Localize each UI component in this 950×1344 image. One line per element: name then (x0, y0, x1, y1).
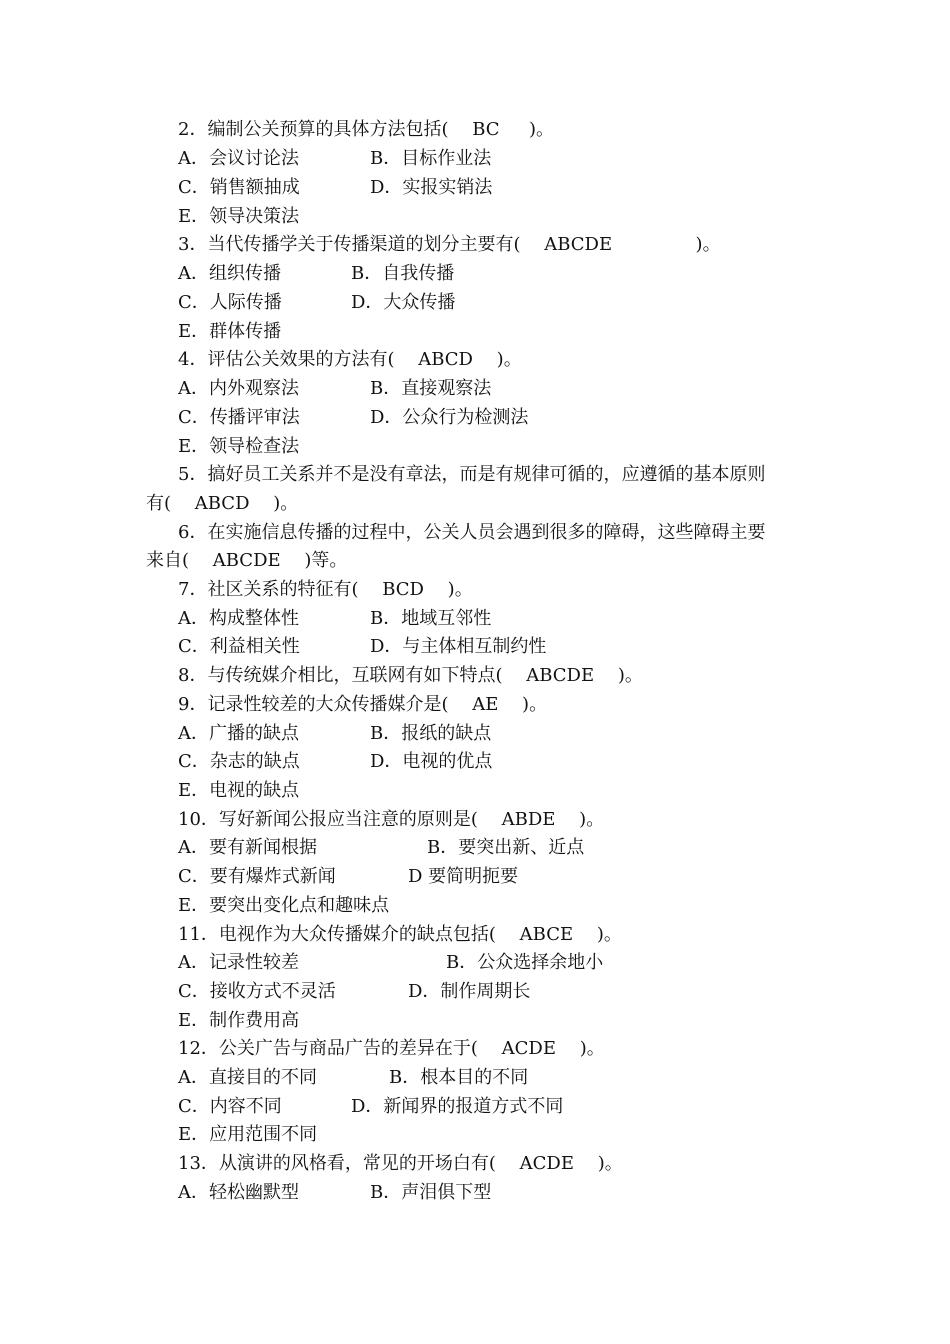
option-b: B．根本目的不同 (389, 1067, 529, 1088)
question-12-option-e: E．应用范围不同 (178, 1124, 318, 1145)
option-d: D．与主体相互制约性 (370, 636, 547, 657)
option-b: B．地域互邻性 (370, 608, 492, 629)
option-b: B．公众选择余地小 (446, 952, 604, 973)
question-7-options-row-2 (178, 633, 547, 661)
question-10-stem: 10．写好新闻公报应当注意的原则是( ABDE )。 (178, 809, 605, 830)
question-9-options-row-2 (178, 748, 493, 776)
question-2-option-e: E．领导决策法 (178, 206, 300, 227)
option-d: D．新闻界的报道方式不同 (351, 1096, 564, 1117)
option-a: A．记录性较差 (178, 952, 299, 973)
question-10-option-e: E．要突出变化点和趣味点 (178, 895, 390, 916)
question-2-stem: 2．编制公关预算的具体方法包括( BC )。 (178, 119, 554, 140)
question-12-stem: 12．公关广告与商品广告的差异在于( ACDE )。 (178, 1038, 605, 1059)
question-7-stem: 7．社区关系的特征有( BCD )。 (178, 579, 473, 600)
option-d: D 要简明扼要 (408, 866, 519, 887)
question-12-options-row-1 (178, 1064, 529, 1092)
question-9-options-row-1 (178, 720, 492, 748)
question-3-options-row-1 (178, 260, 455, 288)
option-c: C．内容不同 (178, 1096, 282, 1117)
question-4-options-row-2 (178, 404, 529, 432)
option-a: A．广播的缺点 (178, 723, 299, 744)
question-8-stem: 8．与传统媒介相比，互联网有如下特点( ABCDE )。 (178, 665, 643, 686)
question-3-options-row-2 (178, 289, 456, 317)
question-9-option-e: E．电视的缺点 (178, 780, 300, 801)
question-4-option-e: E．领导检查法 (178, 436, 300, 457)
question-2-options-row-1 (178, 145, 492, 173)
option-c: C．销售额抽成 (178, 177, 300, 198)
option-b: B．直接观察法 (370, 378, 492, 399)
option-c: C．要有爆炸式新闻 (178, 866, 336, 887)
option-d: D．制作周期长 (408, 981, 531, 1002)
option-b: B．要突出新、近点 (427, 837, 585, 858)
question-6-stem-line-2: 来自( ABCDE )等。 (146, 550, 348, 571)
question-5-stem-line-2: 有( ABCD )。 (146, 493, 299, 514)
option-a: A．轻松幽默型 (178, 1182, 299, 1203)
question-3-stem: 3．当代传播学关于传播渠道的划分主要有( ABCDE )。 (178, 234, 721, 255)
option-a: A．组织传播 (178, 263, 281, 284)
option-c: C．杂志的缺点 (178, 751, 300, 772)
option-d: D．大众传播 (351, 292, 456, 313)
option-a: A．内外观察法 (178, 378, 299, 399)
question-9-stem: 9．记录性较差的大众传播媒介是( AE )。 (178, 694, 548, 715)
question-11-options-row-1 (178, 949, 604, 977)
option-b: B．报纸的缺点 (370, 723, 492, 744)
option-c: C．接收方式不灵活 (178, 981, 336, 1002)
question-10-options-row-1 (178, 834, 585, 862)
option-d: D．公众行为检测法 (370, 407, 529, 428)
question-2-options-row-2 (178, 174, 493, 202)
question-4-stem: 4．评估公关效果的方法有( ABCD )。 (178, 349, 522, 370)
option-c: C．人际传播 (178, 292, 282, 313)
option-a: A．构成整体性 (178, 608, 299, 629)
option-b: B．目标作业法 (370, 148, 492, 169)
option-b: B．自我传播 (351, 263, 455, 284)
question-11-options-row-2 (178, 978, 531, 1006)
question-4-options-row-1 (178, 375, 492, 403)
question-5-stem-line-1: 5．搞好员工关系并不是没有章法，而是有规律可循的，应遵循的基本原则 (178, 464, 766, 485)
question-10-options-row-2 (178, 863, 519, 891)
option-a: A．直接目的不同 (178, 1067, 317, 1088)
question-13-stem: 13．从演讲的风格看，常见的开场白有( ACDE )。 (178, 1153, 623, 1174)
option-a: A．要有新闻根据 (178, 837, 317, 858)
question-6-stem-line-1: 6．在实施信息传播的过程中，公关人员会遇到很多的障碍，这些障碍主要 (178, 522, 766, 543)
question-3-option-e: E．群体传播 (178, 321, 282, 342)
option-c: C．利益相关性 (178, 636, 300, 657)
question-12-options-row-2 (178, 1093, 564, 1121)
option-d: D．电视的优点 (370, 751, 493, 772)
option-d: D．实报实销法 (370, 177, 493, 198)
option-a: A．会议讨论法 (178, 148, 299, 169)
question-11-option-e: E．制作费用高 (178, 1010, 300, 1031)
option-c: C．传播评审法 (178, 407, 300, 428)
option-b: B．声泪俱下型 (370, 1182, 492, 1203)
question-13-options-row-1 (178, 1179, 492, 1207)
question-11-stem: 11．电视作为大众传播媒介的缺点包括( ABCE )。 (178, 924, 622, 945)
question-7-options-row-1 (178, 605, 492, 633)
